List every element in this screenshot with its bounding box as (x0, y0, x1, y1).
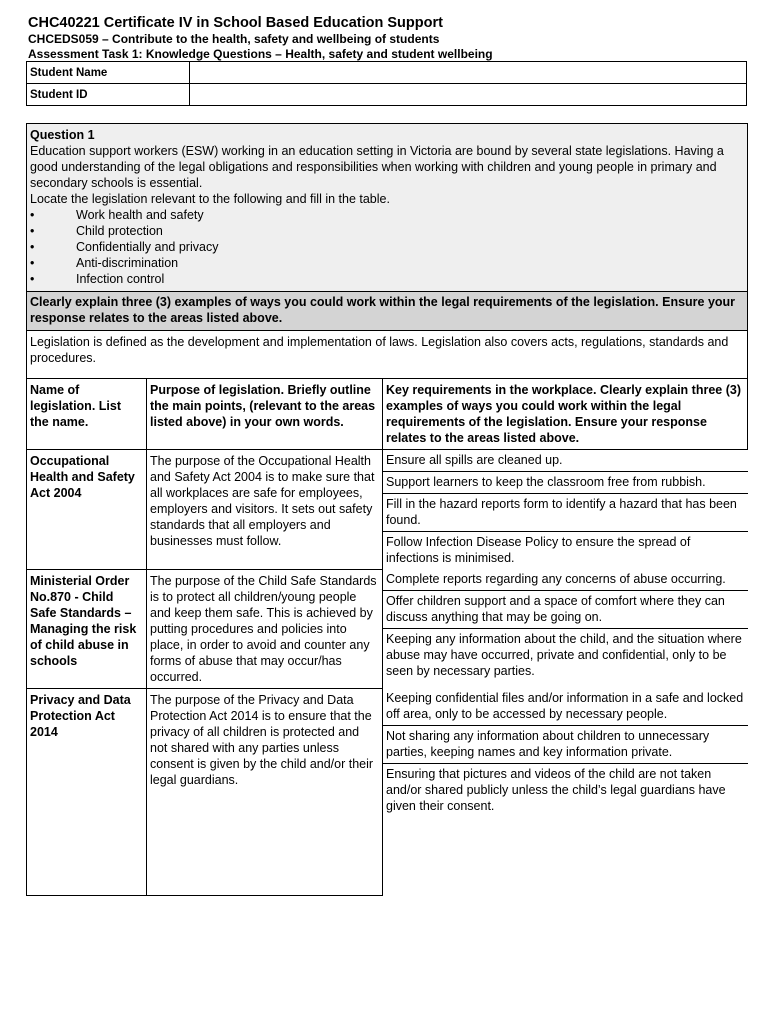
table-row (27, 450, 748, 570)
course-title: CHC40221 Certificate IV in School Based Education Support (28, 15, 443, 31)
question-instruction: Locate the legislation relevant to the following and fill in the table. (30, 192, 390, 206)
topic-label: Child protection (76, 224, 163, 238)
task-title: Assessment Task 1: Knowledge Questions – Health, safety and student wellbeing (28, 47, 493, 61)
topic-list-item (30, 223, 744, 239)
table-row (27, 569, 748, 688)
requirement-item: Support learners to keep the classroom free from rubbish. (383, 472, 748, 494)
question-table (26, 123, 748, 896)
task-emphasis: Clearly explain three (3) examples of ways you could work within the legal requirements of the legislation. Ensure your response relates to the areas listed above. (27, 292, 748, 331)
requirement-item: Follow Infection Disease Policy to ensure the spread of infections is minimised. (386, 535, 691, 565)
legislation-name: Ministerial Order No.870 - Child Safe Standards – Managing the risk of child abuse in schools (27, 569, 147, 688)
topic-list-item (30, 239, 744, 255)
requirement-item: Keeping any information about the child, and the situation where abuse may have occurred, private and confidential, only to be seen by necessary parties. (386, 632, 742, 678)
topic-list-item (30, 271, 744, 287)
bullet-marker: • (30, 240, 35, 254)
bullet-marker: • (30, 272, 35, 286)
student-name-field[interactable] (190, 62, 747, 84)
legislation-definition: Legislation is defined as the development and implementation of laws. Legislation also covers acts, regulations, standards and procedures. (27, 331, 748, 379)
topic-list (30, 207, 744, 287)
legislation-name: Occupational Health and Safety Act 2004 (27, 450, 147, 570)
requirement-item: Complete reports regarding any concerns of abuse occurring. (383, 569, 748, 591)
legislation-name: Privacy and Data Protection Act 2014 (27, 688, 147, 895)
topic-label: Anti-discrimination (76, 256, 179, 270)
student-details-table (26, 61, 747, 106)
question-title: Question 1 (30, 128, 95, 142)
bullet-marker: • (30, 224, 35, 238)
header-requirements: Key requirements in the workplace. Clearly explain three (3) examples of ways you could work within the legal requirements of the legislation. Ensure your response relates to the areas listed above. (383, 379, 748, 450)
question-intro: Education support workers (ESW) working in an education setting in Victoria are bound by several state legislations. Having a good understanding of the legal obligations and responsibilities when working with children and young people in primary and secondary schools is essential. (30, 144, 724, 190)
legislation-purpose: The purpose of the Occupational Health and Safety Act 2004 is to make sure that all workplaces are safe for employees, employers and visitors. It sets out safety standards that all employers and businesses must follow. (147, 450, 383, 570)
student-id-field[interactable] (190, 84, 747, 106)
requirement-item: Not sharing any information about children to unnecessary parties, keeping names and key information private. (383, 726, 748, 764)
requirements-cell (383, 569, 748, 688)
bullet-marker: • (30, 256, 35, 270)
requirement-item: Fill in the hazard reports form to identify a hazard that has been found. (383, 494, 748, 532)
topic-label: Infection control (76, 272, 165, 286)
definition-row (27, 331, 748, 379)
topic-label: Confidentially and privacy (76, 240, 219, 254)
topic-list-item (30, 207, 744, 223)
bullet-marker: • (30, 208, 35, 222)
emphasis-row (27, 292, 748, 331)
column-header-row (27, 379, 748, 450)
requirement-item: Ensuring that pictures and videos of the child are not taken and/or shared publicly unless the child’s legal guardians have given their consent. (386, 767, 726, 813)
question-block (27, 124, 748, 292)
requirement-item: Keeping confidential files and/or information in a safe and locked off area, only to be accessed by necessary people. (383, 688, 748, 726)
table-row (27, 688, 748, 895)
requirement-item: Offer children support and a space of comfort where they can discuss anything that may be going on. (383, 591, 748, 629)
topic-list-item (30, 255, 744, 271)
document-header (28, 14, 493, 62)
unit-title: CHCEDS059 – Contribute to the health, safety and wellbeing of students (28, 32, 440, 46)
requirements-cell (383, 450, 748, 570)
header-purpose: Purpose of legislation. Briefly outline the main points, (relevant to the areas listed above) in your own words. (147, 379, 383, 450)
student-name-row (27, 62, 747, 84)
requirement-item: Ensure all spills are cleaned up. (383, 450, 748, 472)
student-id-label: Student ID (27, 84, 190, 106)
legislation-purpose: The purpose of the Child Safe Standards is to protect all children/young people and keep them safe. This is achieved by putting procedures and policies into place, in order to avoid and counter any forms of abuse that may occur/has occurred. (147, 569, 383, 688)
header-name: Name of legislation. List the name. (27, 379, 147, 450)
legislation-purpose: The purpose of the Privacy and Data Protection Act 2014 is to ensure that the privacy of all children is protected and not shared with any parties unless consent is given by the child and/or their legal guardians. (147, 688, 383, 895)
requirements-cell (383, 688, 748, 895)
question-row (27, 124, 748, 292)
student-id-row (27, 84, 747, 106)
student-name-label: Student Name (27, 62, 190, 84)
topic-label: Work health and safety (76, 208, 204, 222)
